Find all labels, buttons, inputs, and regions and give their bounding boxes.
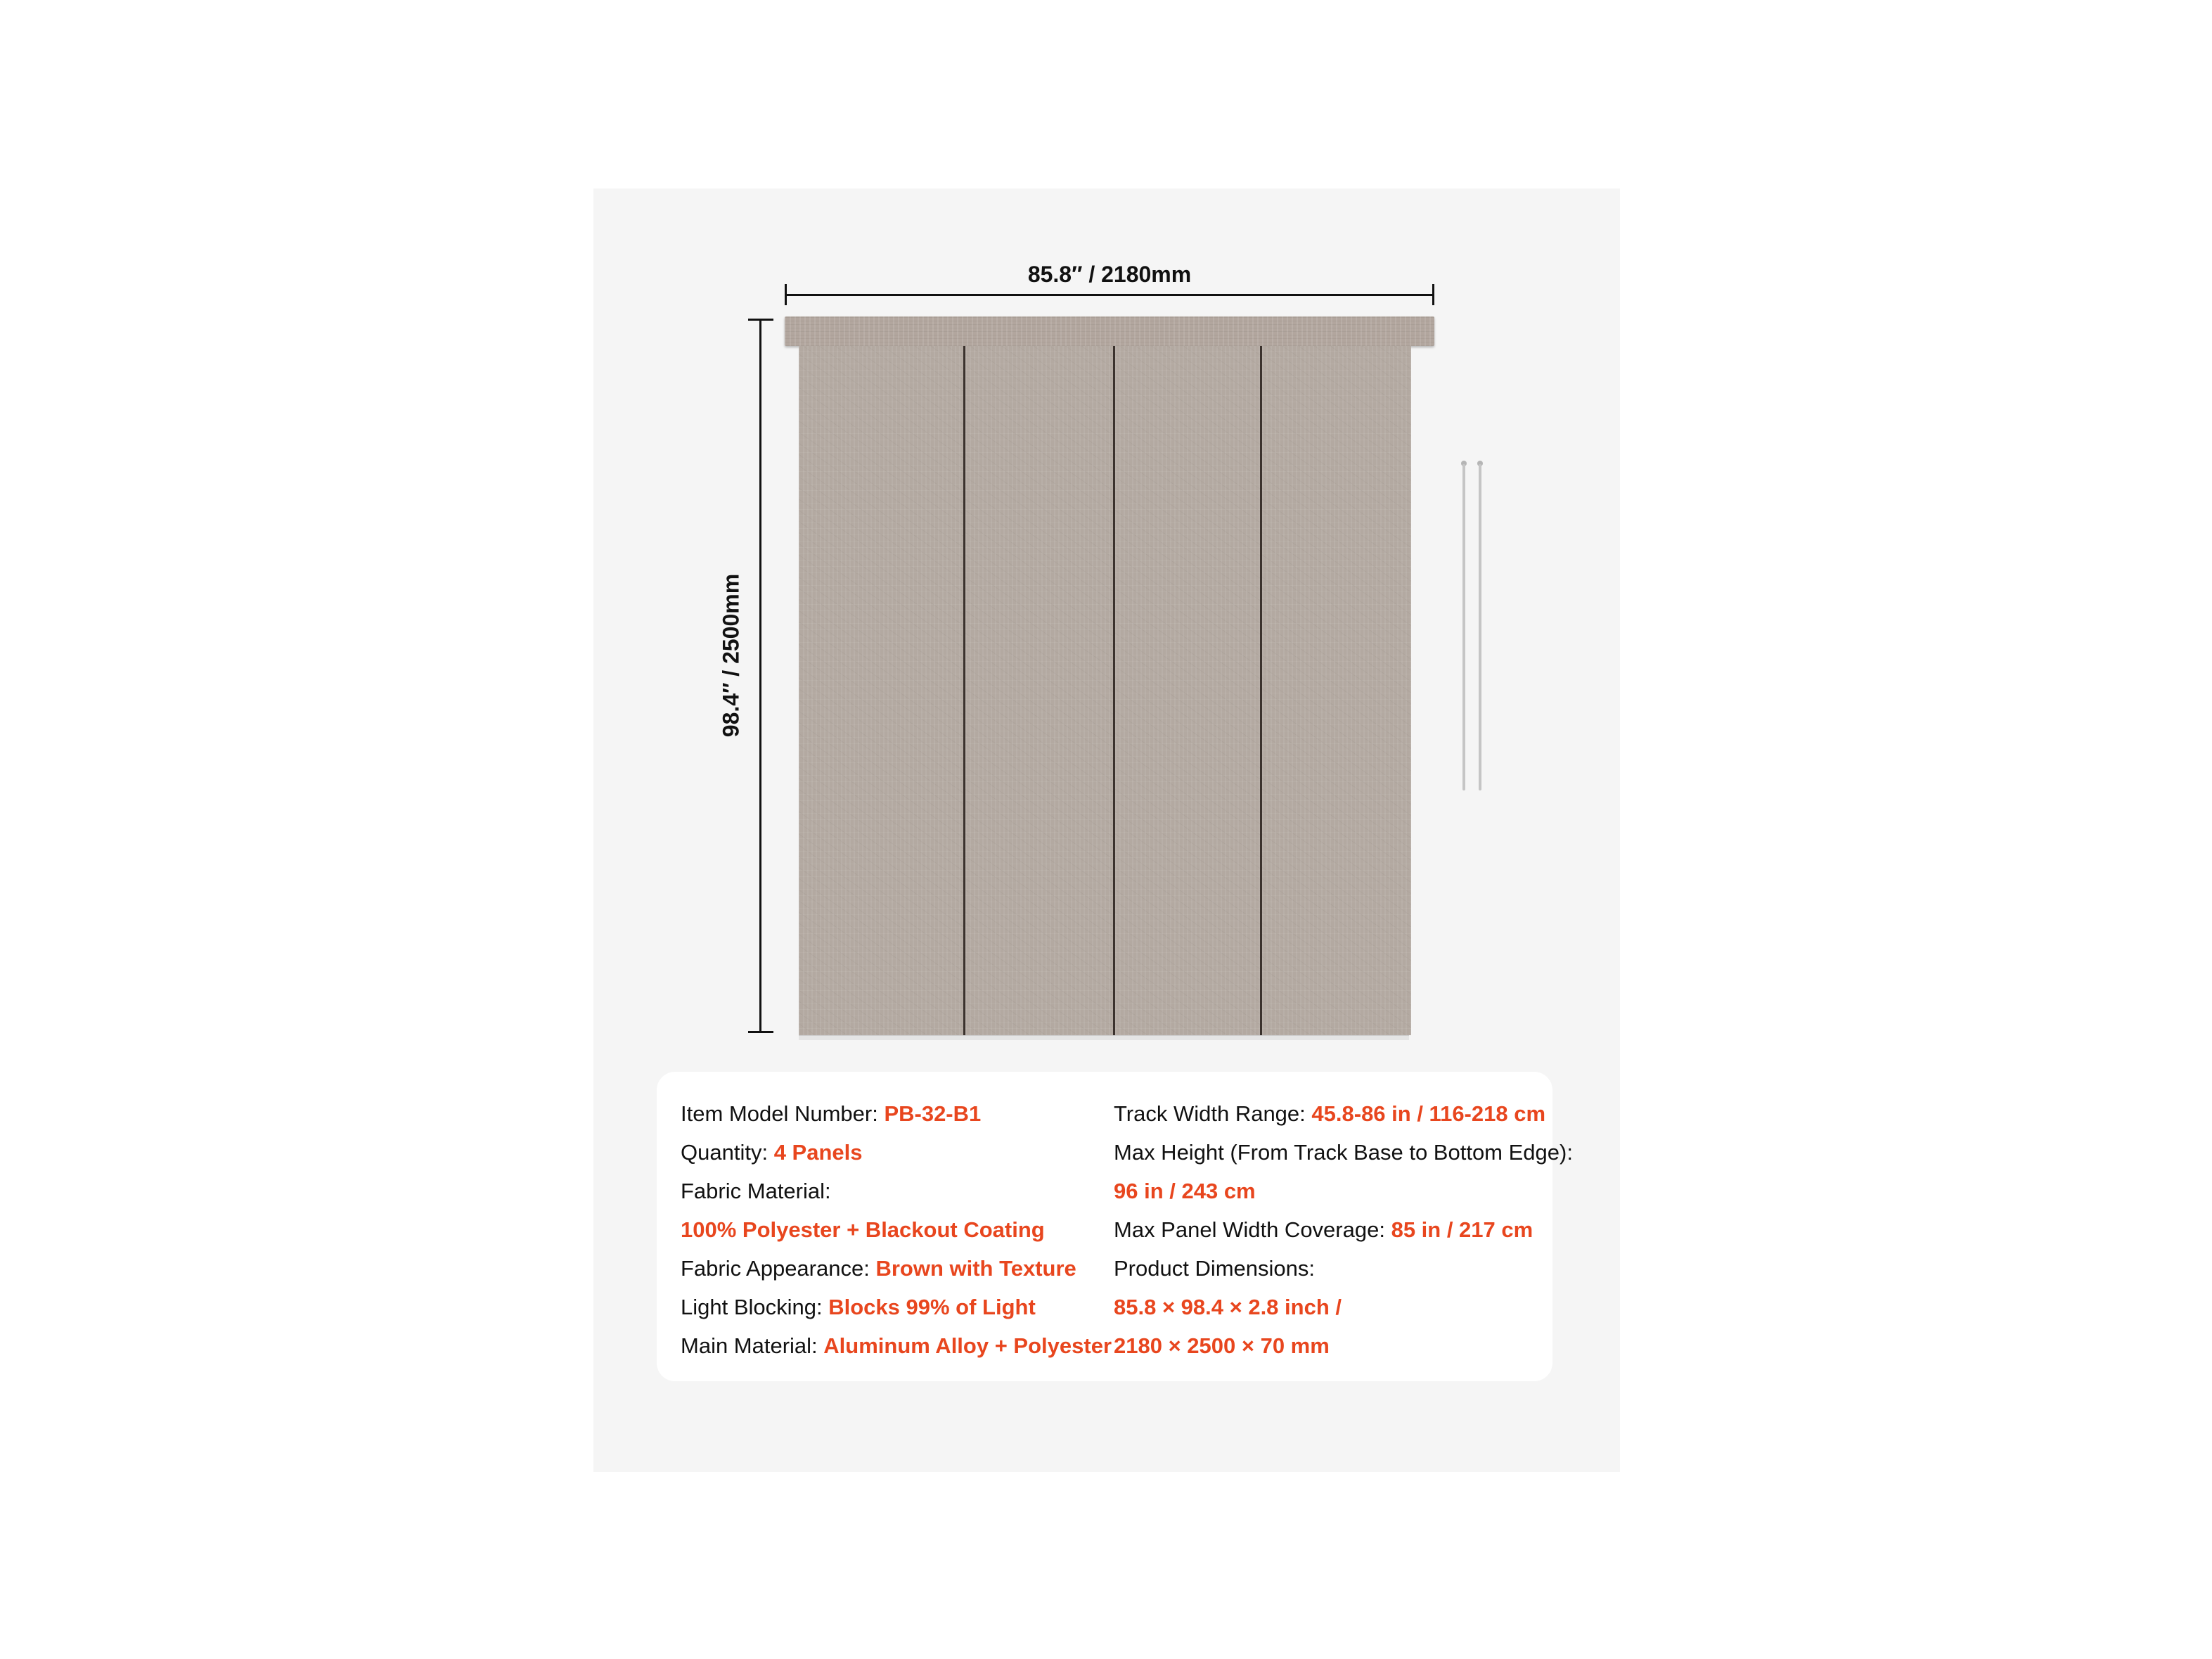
spec-column-left bbox=[681, 1094, 1112, 1365]
spec-row bbox=[1114, 1094, 1573, 1133]
blind-panel-1 bbox=[799, 346, 963, 1035]
height-dimension-label: 98.4″ / 2500mm bbox=[718, 573, 744, 738]
spec-column-right bbox=[1114, 1094, 1573, 1365]
height-dimension-cap-bottom bbox=[748, 1031, 773, 1033]
spec-box bbox=[657, 1072, 1573, 1381]
spec-value: 100% Polyester + Blackout Coating bbox=[681, 1217, 1045, 1242]
spec-row bbox=[681, 1326, 1112, 1365]
wand-1 bbox=[1462, 464, 1465, 790]
spec-label: Fabric Material: bbox=[681, 1179, 831, 1203]
spec-label: Max Height (From Track Base to Bottom Edge): bbox=[1114, 1140, 1573, 1165]
spec-value: PB-32-B1 bbox=[884, 1101, 982, 1126]
width-dimension-label: 85.8″ / 2180mm bbox=[1027, 262, 1192, 287]
spec-row bbox=[681, 1210, 1112, 1249]
wand-2 bbox=[1479, 464, 1481, 790]
spec-value: 85 in / 217 cm bbox=[1391, 1217, 1533, 1242]
height-dimension-cap-top bbox=[748, 319, 773, 321]
blind-valance bbox=[785, 316, 1434, 346]
blind-panel-2 bbox=[963, 346, 1115, 1035]
spec-row bbox=[1114, 1172, 1573, 1210]
spec-value: Blocks 99% of Light bbox=[828, 1295, 1036, 1319]
spec-value: 2180 × 2500 × 70 mm bbox=[1114, 1333, 1330, 1358]
spec-value: 45.8-86 in / 116-218 cm bbox=[1311, 1101, 1546, 1126]
width-dimension-cap-right bbox=[1432, 284, 1434, 305]
spec-row bbox=[681, 1172, 1112, 1210]
width-dimension-cap-left bbox=[785, 284, 787, 305]
spec-label: Light Blocking: bbox=[681, 1295, 829, 1319]
spec-label: Max Panel Width Coverage: bbox=[1114, 1217, 1391, 1242]
spec-row bbox=[681, 1094, 1112, 1133]
spec-value: 4 Panels bbox=[773, 1140, 863, 1165]
spec-row bbox=[1114, 1288, 1573, 1326]
blind-panel-4 bbox=[1260, 346, 1411, 1035]
spec-row bbox=[681, 1249, 1112, 1288]
spec-row bbox=[1114, 1249, 1573, 1288]
spec-label: Main Material: bbox=[681, 1333, 824, 1358]
spec-label: Track Width Range: bbox=[1114, 1101, 1312, 1126]
spec-value: 85.8 × 98.4 × 2.8 inch / bbox=[1114, 1295, 1342, 1319]
spec-label: Fabric Appearance: bbox=[681, 1256, 876, 1281]
spec-row bbox=[1114, 1210, 1573, 1249]
spec-label: Product Dimensions: bbox=[1114, 1256, 1316, 1281]
spec-row bbox=[1114, 1133, 1573, 1172]
spec-row bbox=[681, 1288, 1112, 1326]
spec-value: Brown with Texture bbox=[875, 1256, 1076, 1281]
spec-value: Aluminum Alloy + Polyester bbox=[823, 1333, 1112, 1358]
height-dimension-line bbox=[759, 319, 761, 1032]
spec-value: 96 in / 243 cm bbox=[1114, 1179, 1256, 1203]
blind-panel-3 bbox=[1113, 346, 1262, 1035]
blind-bottom-rail bbox=[799, 1035, 1409, 1040]
spec-label: Item Model Number: bbox=[681, 1101, 885, 1126]
spec-row bbox=[1114, 1326, 1573, 1365]
width-dimension-line bbox=[785, 294, 1434, 296]
spec-label: Quantity: bbox=[681, 1140, 774, 1165]
spec-row bbox=[681, 1133, 1112, 1172]
